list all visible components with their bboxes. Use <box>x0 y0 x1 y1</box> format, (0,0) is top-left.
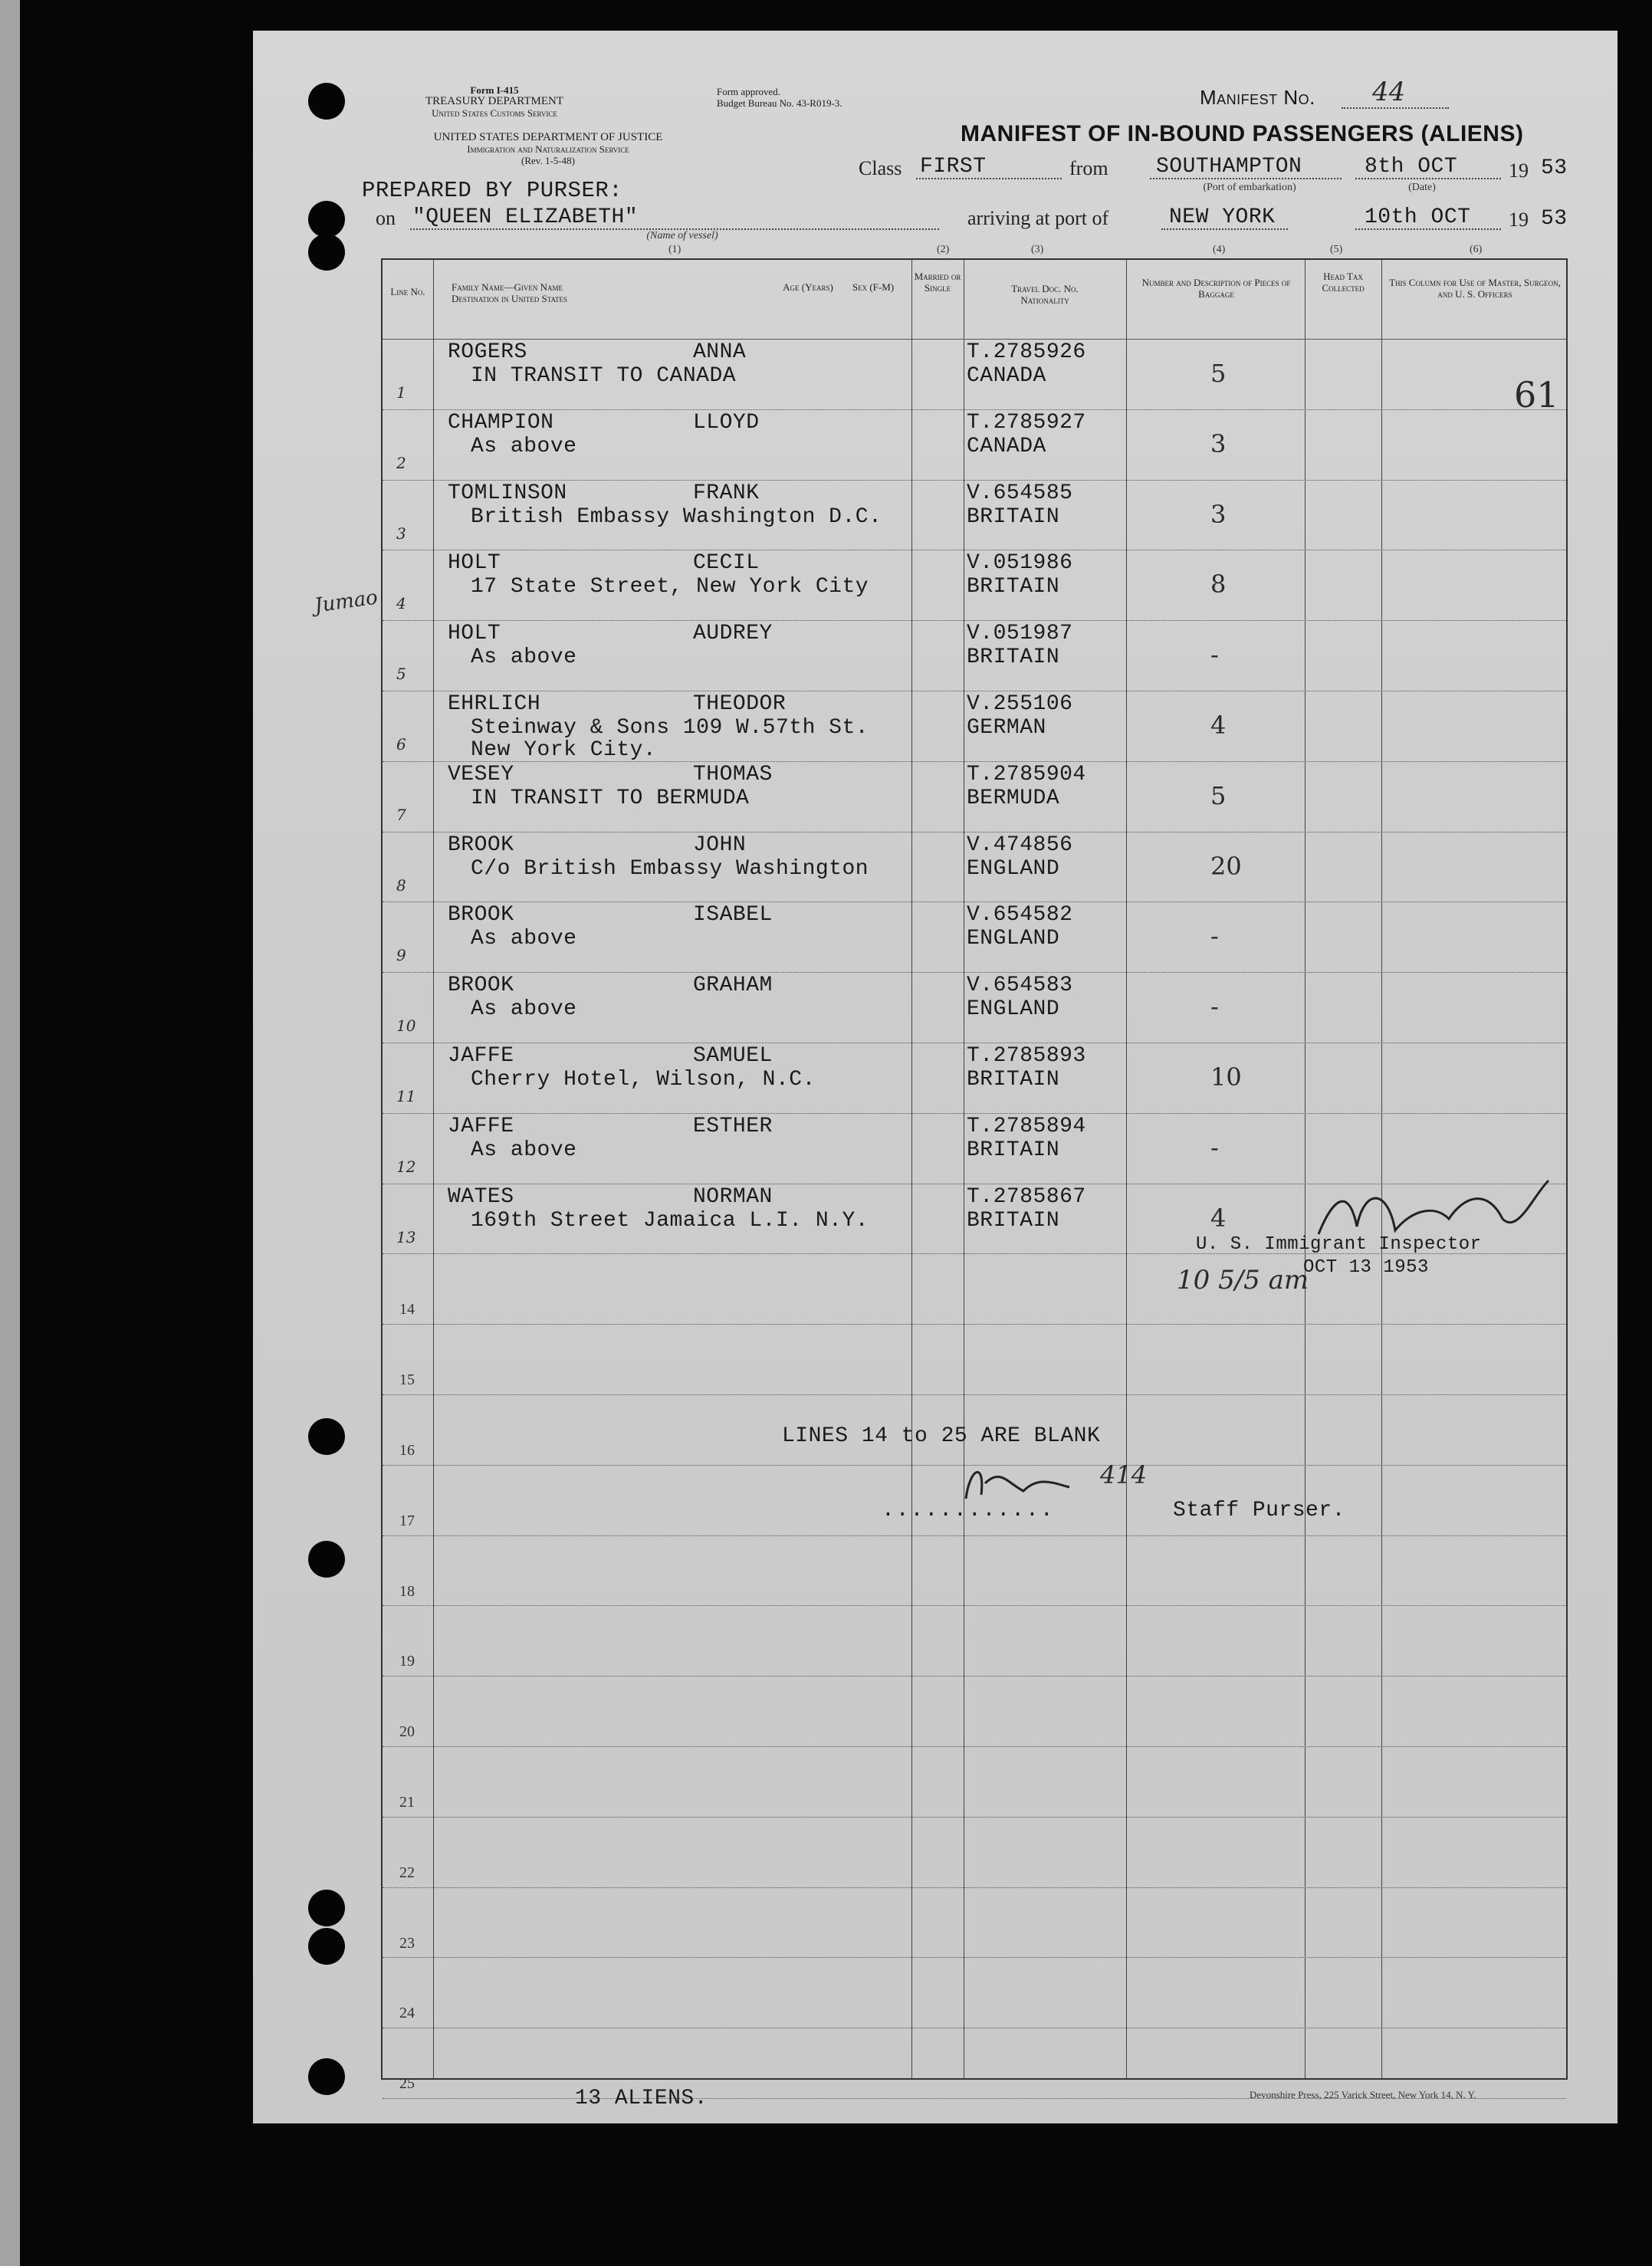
embark-port: SOUTHAMPTON <box>1156 155 1302 179</box>
passenger-baggage-count: 4 <box>1210 1203 1227 1233</box>
col-num-5: (5) <box>1330 244 1343 255</box>
passenger-destination: IN TRANSIT TO CANADA <box>471 364 737 388</box>
passenger-baggage-count: 3 <box>1210 429 1227 458</box>
passenger-given-name: JOHN <box>693 833 747 857</box>
passenger-travel-doc: V.654585 <box>967 481 1073 505</box>
passenger-nationality: BRITAIN <box>967 504 1060 529</box>
total-aliens: 13 ALIENS. <box>575 2087 708 2110</box>
passenger-family-name: HOLT <box>448 622 501 646</box>
passenger-baggage-count: 4 <box>1210 711 1227 740</box>
passenger-destination: As above <box>471 1138 577 1162</box>
line-check-mark: 10 <box>396 1016 416 1036</box>
form-approval <box>717 86 842 109</box>
passenger-travel-doc: T.2785893 <box>967 1044 1086 1068</box>
line-check-mark: 2 <box>396 453 406 472</box>
line-check-mark: 12 <box>396 1157 416 1176</box>
passenger-destination: As above <box>471 645 577 670</box>
line-number: 16 <box>399 1442 415 1459</box>
line-number: 18 <box>399 1582 415 1600</box>
passenger-family-name: VESEY <box>448 762 514 787</box>
form-number: Form I-415 <box>470 84 519 96</box>
line-check-mark: 7 <box>396 805 406 824</box>
line-number: 24 <box>399 2005 415 2022</box>
line-check-mark: 9 <box>396 946 406 965</box>
col-num-4: (4) <box>1213 244 1226 255</box>
hand-time: 10 5/5 am <box>1177 1265 1309 1296</box>
purser-dots: ............ <box>882 1499 1055 1522</box>
col-name-header <box>452 281 681 304</box>
line-number: 20 <box>399 1723 415 1741</box>
arrival-date: 10th OCT <box>1365 205 1471 229</box>
col-num-3: (3) <box>1031 244 1044 255</box>
passenger-travel-doc: T.2785926 <box>967 340 1086 364</box>
passenger-family-name: BROOK <box>448 903 514 928</box>
col-line-no: Line No. <box>390 286 425 297</box>
col-baggage: Number and Description of Pieces of Baggage <box>1141 277 1291 300</box>
passenger-baggage-count: 5 <box>1210 780 1227 810</box>
passenger-nationality: ENGLAND <box>967 927 1060 951</box>
passenger-nationality: CANADA <box>967 434 1046 458</box>
passenger-destination: Cherry Hotel, Wilson, N.C. <box>471 1068 816 1092</box>
from-label: from <box>1069 157 1108 179</box>
line-number: 17 <box>399 1512 415 1529</box>
passenger-given-name: FRANK <box>693 481 760 505</box>
row-rule <box>383 1535 1566 1536</box>
form-approved: Form approved. <box>717 86 781 97</box>
passenger-destination: IN TRANSIT TO BERMUDA <box>471 786 750 810</box>
passenger-nationality: BRITAIN <box>967 1068 1060 1092</box>
inspector-stamp: U. S. Immigrant Inspector <box>1196 1234 1482 1255</box>
line-number: 21 <box>399 1794 415 1811</box>
row-rule <box>383 1113 1566 1114</box>
depart-date: 8th OCT <box>1365 155 1458 179</box>
prepared-by: PREPARED BY PURSER: <box>362 178 623 203</box>
passenger-nationality: GERMAN <box>967 716 1046 740</box>
punch-hole <box>308 83 345 120</box>
blank-lines-note: LINES 14 to 25 ARE BLANK <box>782 1424 1101 1448</box>
inspector-signature <box>1303 1165 1564 1257</box>
staff-purser-label: Staff Purser. <box>1173 1499 1345 1522</box>
row-rule <box>383 1324 1566 1325</box>
passenger-destination: As above <box>471 997 577 1022</box>
row-rule <box>383 972 1566 973</box>
purser-signature <box>954 1453 1108 1514</box>
line-check-mark: 4 <box>396 594 406 613</box>
col-nationality: Nationality <box>1020 294 1069 306</box>
col-num-6: (6) <box>1470 244 1483 255</box>
manifest-title: MANIFEST OF IN-BOUND PASSENGERS (ALIENS) <box>961 121 1524 146</box>
scanner-edge <box>0 0 20 2266</box>
passenger-baggage-count: - <box>1210 640 1219 670</box>
row-rule <box>383 1746 1566 1747</box>
col-head-tax: Head Tax Collected <box>1322 271 1365 294</box>
col-travel-doc: Travel Doc. No. <box>1011 283 1079 294</box>
treasury-dept: TREASURY DEPARTMENT <box>425 95 564 107</box>
line-check-mark: 13 <box>396 1227 416 1246</box>
col-family-name: Family Name—Given Name <box>452 281 563 293</box>
justice-block <box>376 132 721 166</box>
passenger-nationality: BRITAIN <box>967 645 1060 670</box>
punch-hole <box>308 201 345 238</box>
passenger-given-name: SAMUEL <box>693 1044 773 1068</box>
punch-hole <box>308 1541 345 1578</box>
punch-hole <box>308 2058 345 2095</box>
passenger-given-name: ISABEL <box>693 903 773 928</box>
line-number: 22 <box>399 1864 415 1881</box>
passenger-family-name: JAFFE <box>448 1114 514 1138</box>
depart-year: 53 <box>1541 156 1568 180</box>
passenger-travel-doc: V.654583 <box>967 974 1073 998</box>
budget-bureau: Budget Bureau No. 43-R019-3. <box>717 97 842 109</box>
passenger-travel-doc: V.051986 <box>967 551 1073 576</box>
col-destination: Destination in United States <box>452 293 568 304</box>
passenger-baggage-count: - <box>1210 921 1219 951</box>
passenger-baggage-count: - <box>1210 1132 1219 1162</box>
row-rule <box>383 620 1566 621</box>
purser-signature-number: 414 <box>1100 1460 1148 1489</box>
passenger-family-name: HOLT <box>448 551 501 576</box>
header-rule <box>383 339 1566 340</box>
passenger-destination: 169th Street Jamaica L.I. N.Y. <box>471 1208 869 1233</box>
passenger-baggage-count: 3 <box>1210 499 1227 529</box>
passenger-nationality: ENGLAND <box>967 856 1060 881</box>
punch-hole <box>308 1928 345 1965</box>
line-number: 14 <box>399 1301 415 1319</box>
passenger-destination-line2: New York City. <box>471 738 657 762</box>
passenger-given-name: THOMAS <box>693 762 773 787</box>
passenger-baggage-count: 20 <box>1210 851 1242 881</box>
passenger-family-name: JAFFE <box>448 1044 514 1068</box>
line-check-mark: 6 <box>396 735 406 754</box>
class-label: Class <box>859 157 902 179</box>
col-age: Age (Years) <box>783 281 833 293</box>
form-header-left <box>399 84 590 119</box>
passenger-destination: Steinway & Sons 109 W.57th St. <box>471 716 869 740</box>
col-divider <box>1126 260 1127 2078</box>
year-prefix: 19 <box>1509 159 1529 182</box>
passenger-baggage-count: - <box>1210 992 1219 1022</box>
passenger-travel-doc: V.474856 <box>967 833 1073 857</box>
row-rule <box>383 901 1566 902</box>
passenger-travel-doc: T.2785894 <box>967 1114 1086 1138</box>
passenger-travel-doc: T.2785904 <box>967 762 1086 787</box>
line-check-mark: 11 <box>396 1087 416 1105</box>
line-number: 23 <box>399 1934 415 1952</box>
col-num-1: (1) <box>668 244 681 255</box>
row-rule <box>383 1957 1566 1958</box>
inspector-stamp-date: OCT 13 1953 <box>1303 1257 1429 1278</box>
passenger-given-name: LLOYD <box>693 410 760 435</box>
passenger-destination: As above <box>471 927 577 951</box>
passenger-family-name: EHRLICH <box>448 692 541 716</box>
passenger-destination: C/o British Embassy Washington <box>471 856 869 881</box>
passenger-travel-doc: V.255106 <box>967 692 1073 716</box>
row-rule <box>383 1887 1566 1888</box>
arriving-label: arriving at port of <box>967 207 1109 229</box>
line-check-mark: 8 <box>396 875 406 895</box>
col-married: Married or Single <box>914 271 961 294</box>
passenger-nationality: BRITAIN <box>967 575 1060 599</box>
row-rule <box>383 1676 1566 1677</box>
passenger-given-name: ANNA <box>693 340 747 364</box>
passenger-travel-doc: T.2785927 <box>967 410 1086 435</box>
col-sex: Sex (F-M) <box>852 281 895 293</box>
customs-service: United States Customs Service <box>432 107 557 119</box>
printer-imprint: Devonshire Press, 225 Varick Street, New York 14, N. Y. <box>1250 2089 1476 2100</box>
passenger-baggage-count: 8 <box>1210 570 1227 599</box>
passenger-given-name: NORMAN <box>693 1184 773 1209</box>
justice-dept: UNITED STATES DEPARTMENT OF JUSTICE <box>433 131 663 143</box>
passenger-given-name: AUDREY <box>693 622 773 646</box>
passenger-destination: British Embassy Washington D.C. <box>471 504 882 529</box>
passenger-baggage-count: 10 <box>1210 1062 1242 1092</box>
row-rule <box>383 480 1566 481</box>
embark-caption: (Port of embarkation) <box>1203 182 1296 193</box>
date-caption: (Date) <box>1408 182 1436 193</box>
row-rule <box>383 1394 1566 1395</box>
punch-hole <box>308 1890 345 1926</box>
manifest-no-line <box>1342 107 1449 109</box>
passenger-destination: As above <box>471 434 577 458</box>
col-officers: This Column for Use of Master, Surgeon, and U. S. Officers <box>1389 277 1561 300</box>
line-check-mark: 5 <box>396 665 406 684</box>
arrival-year: 53 <box>1541 207 1568 231</box>
line-number: 25 <box>399 2075 415 2093</box>
manifest-no-label: Manifest No. <box>1200 86 1315 109</box>
passenger-given-name: THEODOR <box>693 692 787 716</box>
passenger-family-name: CHAMPION <box>448 410 554 435</box>
line-check-mark: 3 <box>396 524 406 543</box>
passenger-nationality: BRITAIN <box>967 1208 1060 1233</box>
line-number: 15 <box>399 1371 415 1389</box>
passenger-travel-doc: V.654582 <box>967 903 1073 928</box>
col-doc-header <box>965 283 1125 306</box>
passenger-nationality: CANADA <box>967 364 1046 388</box>
row-rule <box>383 1605 1566 1606</box>
passenger-family-name: ROGERS <box>448 340 527 364</box>
passenger-family-name: BROOK <box>448 833 514 857</box>
col-divider <box>911 260 912 2078</box>
passenger-travel-doc: V.051987 <box>967 622 1073 646</box>
col-num-2: (2) <box>937 244 950 255</box>
row-rule <box>383 409 1566 410</box>
col-divider <box>433 260 434 2078</box>
passenger-family-name: WATES <box>448 1184 514 1209</box>
ins-service: Immigration and Naturalization Service <box>467 143 629 155</box>
passenger-nationality: BRITAIN <box>967 1138 1060 1162</box>
row-rule <box>383 832 1566 833</box>
on-label: on <box>376 207 396 229</box>
punch-hole <box>308 1418 345 1455</box>
vessel-name: "QUEEN ELIZABETH" <box>412 205 639 229</box>
passenger-baggage-count: 5 <box>1210 359 1227 388</box>
manifest-number: 44 <box>1372 77 1406 107</box>
row-rule <box>383 1817 1566 1818</box>
passenger-given-name: ESTHER <box>693 1114 773 1138</box>
punch-hole <box>308 234 345 271</box>
arrival-port: NEW YORK <box>1169 205 1276 229</box>
vessel-caption: (Name of vessel) <box>646 230 718 241</box>
passenger-destination: 17 State Street, New York City <box>471 575 869 599</box>
passenger-nationality: ENGLAND <box>967 997 1060 1022</box>
page-number: 61 <box>1514 374 1559 415</box>
year-prefix-2: 19 <box>1509 209 1529 231</box>
class-value: FIRST <box>920 155 987 179</box>
line-check-mark: 1 <box>396 383 406 402</box>
passenger-given-name: CECIL <box>693 551 760 576</box>
passenger-travel-doc: T.2785867 <box>967 1184 1086 1209</box>
line-number: 19 <box>399 1653 415 1670</box>
passenger-family-name: TOMLINSON <box>448 481 567 505</box>
margin-scribble: Jumao <box>313 586 379 618</box>
passenger-nationality: BERMUDA <box>967 786 1060 810</box>
passenger-family-name: BROOK <box>448 974 514 998</box>
passenger-given-name: GRAHAM <box>693 974 773 998</box>
rev-date: (Rev. 1-5-48) <box>521 155 575 166</box>
